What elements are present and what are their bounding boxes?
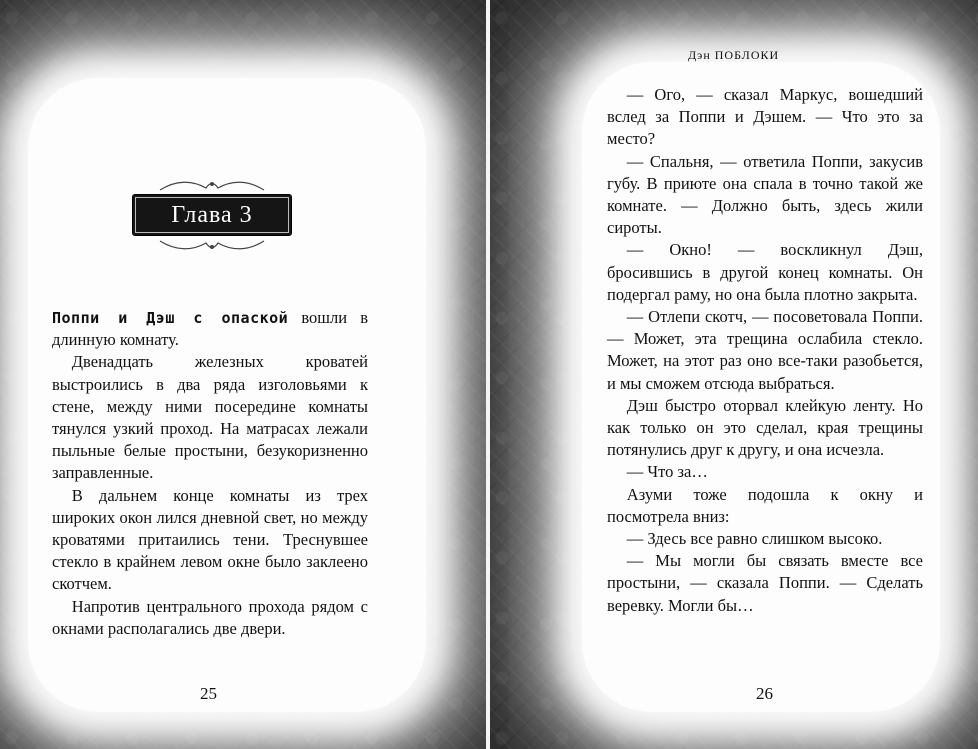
opening-caps: Поппи и Дэш с опаской [52, 309, 289, 327]
paragraph: Двенадцать железных кроватей выстроились в два ряда изголовьями к стене, между ними посередине комнаты тянулся узкий проход. На матрасах лежали пыльные белые простыни, безукоризненно заправленные. [52, 352, 368, 483]
left-page [0, 0, 486, 749]
paragraph: — Окно! — воскликнул Дэш, бросившись в другой конец комнаты. Он подергал раму, но она была плотно закрыта. [607, 240, 923, 304]
paragraph: Азуми тоже подошла к окну и посмотрела вниз: [607, 484, 923, 526]
paragraph-text: вошли в длинную комнату. [52, 308, 368, 350]
paragraph: — Мы могли бы связать вместе все простыни, — сказала Поппи. — Сделать веревку. Могли бы… [607, 551, 923, 615]
page-number: 25 [200, 684, 217, 703]
page-number: 26 [756, 684, 773, 703]
right-page-text [607, 84, 923, 617]
paragraph: Напротив центрального прохода рядом с окнами располагались две двери. [52, 596, 368, 638]
paragraph [52, 307, 368, 351]
paragraph: В дальнем конце комнаты из трех широких окон лился дневной свет, но между кроватями притаились тени. Треснувшее стекло в крайнем левом окне было заклеено скотчем. [52, 485, 368, 594]
paragraph: — Что за… [626, 462, 708, 482]
right-page [490, 0, 978, 749]
running-head: Дэн ПОБЛОКИ [688, 48, 780, 62]
paragraph: — Здесь все равно слишком высоко. [626, 529, 883, 549]
chapter-title: Глава 3 [132, 194, 292, 236]
paragraph: — Спальня, — ответила Поппи, закусив губу. В приюте она спала в точно такой же комнате. — Должно быть, здесь жили сироты. [607, 151, 923, 238]
paragraph: Дэш быстро оторвал клейкую ленту. Но как только он это сделал, края трещины потянулись друг к другу, и она исчезла. [607, 395, 923, 460]
paragraph: — Отлепи скотч, — посоветовала Поппи. — Может, эта трещина ослабила стекло. Может, на этот раз оно все-таки разобьется, и мы сможем отсюда выбраться. [607, 307, 923, 393]
paragraph: — Ого, — сказал Маркус, вошедший вслед за Поппи и Дэшем. — Что это за место? [607, 85, 923, 149]
chapter-flourish-top [156, 178, 268, 194]
chapter-flourish-bottom [156, 237, 268, 253]
left-page-text [52, 307, 368, 640]
